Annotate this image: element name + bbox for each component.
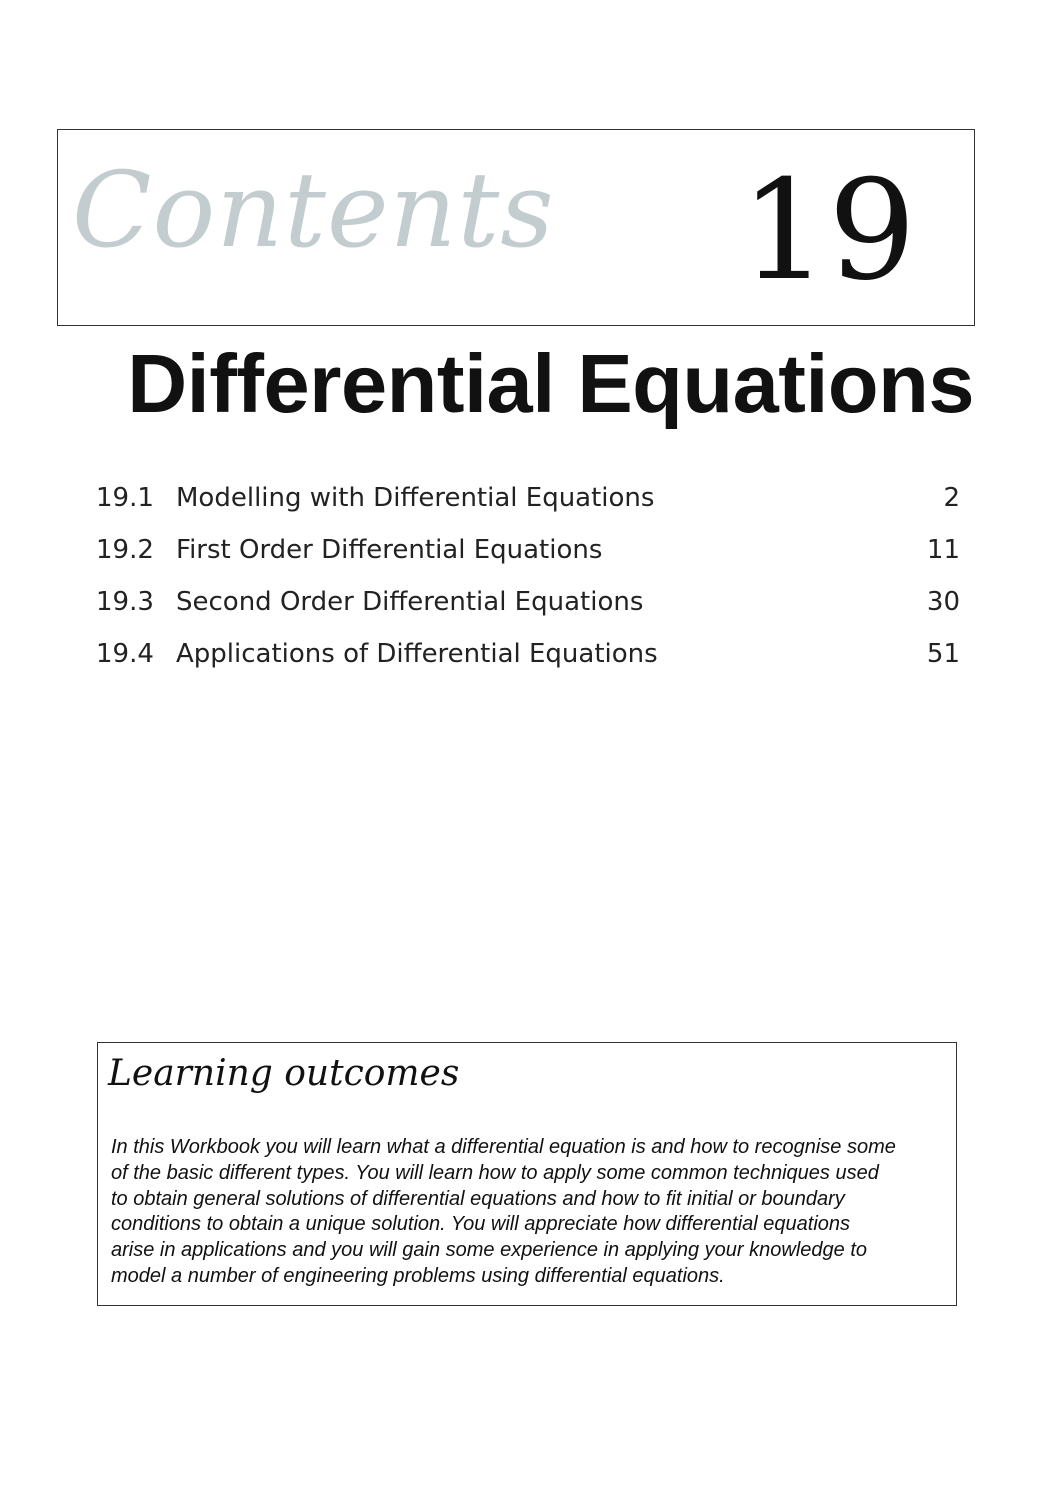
outcomes-line: In this Workbook you will learn what a differential equation is and how to recognise some <box>111 1136 896 1158</box>
chapter-title: Differential Equations <box>127 337 974 430</box>
toc-page-number: 51 <box>926 639 960 669</box>
table-of-contents <box>96 478 960 686</box>
toc-page-number: 2 <box>943 483 960 513</box>
toc-entry-19-1[interactable] <box>96 478 960 530</box>
toc-section-title: Applications of Differential Equations <box>176 639 658 669</box>
learning-outcomes-box <box>97 1042 957 1306</box>
toc-section-number: 19.3 <box>96 587 154 617</box>
contents-label: Contents <box>72 149 555 271</box>
outcomes-line: of the basic different types. You will learn how to apply some common techniques used <box>111 1161 879 1184</box>
toc-entry-19-2[interactable] <box>96 530 960 582</box>
outcomes-line: arise in applications and you will gain some experience in applying your knowledge to <box>111 1239 868 1262</box>
chapter-number: 19 <box>740 150 916 311</box>
outcomes-line: model a number of engineering problems using differential equations. <box>111 1264 725 1287</box>
toc-entry-19-3[interactable] <box>96 582 960 634</box>
learning-outcomes-text <box>111 1135 949 1290</box>
toc-section-number: 19.1 <box>96 483 154 513</box>
toc-page-number: 11 <box>926 535 960 565</box>
toc-section-number: 19.4 <box>96 639 154 669</box>
contents-header-box <box>57 129 975 326</box>
toc-section-title: First Order Differential Equations <box>176 535 603 565</box>
outcomes-line: to obtain general solutions of differential equations and how to fit initial or boundary <box>111 1187 845 1210</box>
toc-page-number: 30 <box>926 587 960 617</box>
toc-section-title: Second Order Differential Equations <box>176 587 644 617</box>
toc-section-title: Modelling with Differential Equations <box>176 483 655 513</box>
learning-outcomes-heading: Learning outcomes <box>108 1053 460 1094</box>
outcomes-line: conditions to obtain a unique solution. You will appreciate how differential equations <box>111 1213 851 1236</box>
toc-section-number: 19.2 <box>96 535 154 565</box>
toc-entry-19-4[interactable] <box>96 634 960 686</box>
